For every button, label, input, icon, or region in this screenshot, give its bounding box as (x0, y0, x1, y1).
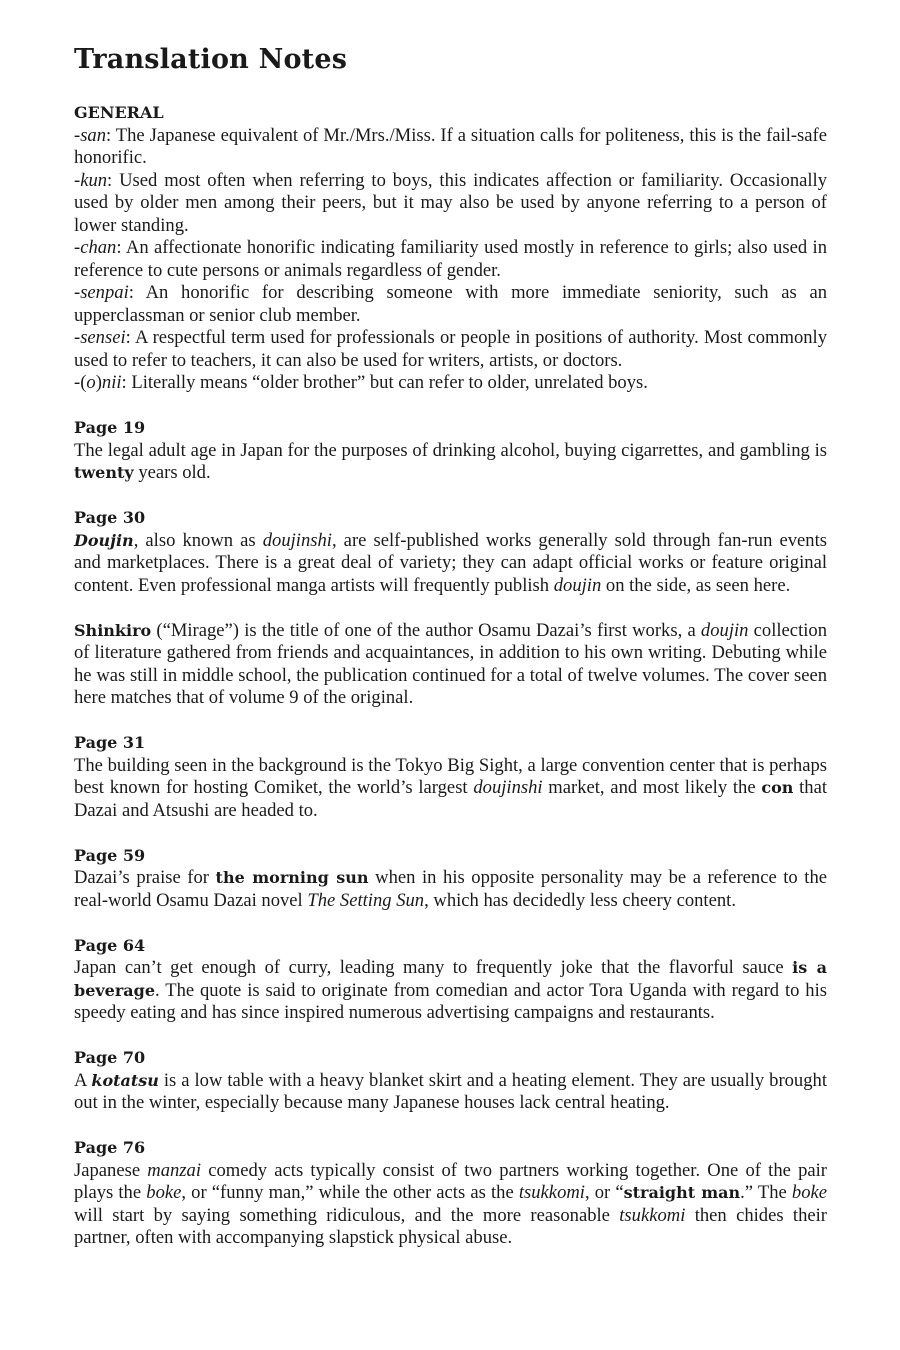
note-paragraph: Japanese manzai comedy acts typically consist of two partners working together. One of the pair plays the boke, or “funny man,” while the other acts as the tsukkomi, or “straight man.” The boke will start by saying something ridiculous, and the more reasonable tsukkomi then chides their partner, often with accompanying slapstick physical abuse. (74, 1159, 828, 1248)
note-paragraph: Japan can’t get enough of curry, leading many to frequently joke that the flavorful sauce is a beverage. The quote is said to originate from comedian and actor Tora Uganda with regard to his speedy eating and has since inspired numerous advertising campaigns and restaurants. (74, 957, 827, 1023)
section-heading: Page 70 (74, 1048, 146, 1067)
note-onii: -(o)nii: Literally means “older brother” but can refer to older, unrelated boys. (74, 372, 648, 393)
note-paragraph: Doujin, also known as doujinshi, are self-published works generally sold through fan-run events and marketplaces. There is a great deal of variety; they can adapt official works or feature original content. Even professional manga artists will frequently publish doujin on the side, as seen here. (74, 529, 827, 596)
section-page-31 (74, 732, 827, 822)
section-heading: Page 59 (74, 845, 146, 865)
section-general (74, 102, 827, 395)
document-page (74, 40, 827, 1250)
section-page-19 (74, 417, 827, 485)
section-page-59 (74, 845, 827, 913)
section-page-30 (74, 507, 827, 710)
section-page-76 (74, 1137, 827, 1250)
note-sensei: -sensei: A respectful term used for professionals or people in positions of authority. Most commonly used to refer to teachers, it can also be used for writers, artists, or doctors. (74, 327, 827, 371)
note-paragraph: The legal adult age in Japan for the purposes of drinking alcohol, buying cigarrettes, and gambling is twenty years old. (74, 439, 827, 483)
note-paragraph: The building seen in the background is the Tokyo Big Sight, a large convention center that is perhaps best known for hosting Comiket, the world’s largest doujinshi market, and most likely the con that Dazai and Atsushi are headed to. (74, 754, 828, 821)
section-page-70 (74, 1047, 827, 1115)
note-paragraph: A kotatsu is a low table with a heavy blanket skirt and a heating element. They are usually brought out in the winter, especially because many Japanese houses lack central heating. (74, 1069, 827, 1113)
note-chan: -chan: An affectionate honorific indicating familiarity used mostly in reference to girls; also used in reference to cute persons or animals regardless of gender. (74, 237, 827, 281)
note-senpai: -senpai: An honorific for describing someone with more immediate seniority, such as an upperclassman or senior club member. (74, 282, 827, 326)
section-heading: GENERAL (74, 103, 164, 122)
section-page-64 (74, 935, 827, 1025)
section-heading: Page 30 (74, 508, 146, 527)
note-paragraph: Dazai’s praise for the morning sun when in his opposite personality may be a reference to the real-world Osamu Dazai novel The Setting Sun, which has decidedly less cheery content. (74, 867, 828, 911)
note-paragraph: Shinkiro (“Mirage”) is the title of one of the author Osamu Dazai’s first works, a doujin collection of literature gathered from friends and acquaintances, in addition to his own writing. Debuting while he was still in middle school, the publication continued for a total of twelve volumes. The cover seen here matches that of volume 9 of the original. (74, 619, 827, 708)
page-title: Translation Notes (74, 44, 348, 75)
section-heading: Page 64 (74, 935, 146, 955)
section-heading: Page 31 (74, 733, 146, 752)
section-heading: Page 76 (74, 1138, 146, 1157)
note-kun: -kun: Used most often when referring to boys, this indicates affection or familiarity. Occasionally used by older men among their peers, but it may also be used by anyone referring to a person of lower standing. (74, 169, 827, 236)
section-heading: Page 19 (74, 418, 146, 437)
note-san: -san: The Japanese equivalent of Mr./Mrs./Miss. If a situation calls for politeness, this is the fail-safe honorific. (74, 124, 827, 168)
